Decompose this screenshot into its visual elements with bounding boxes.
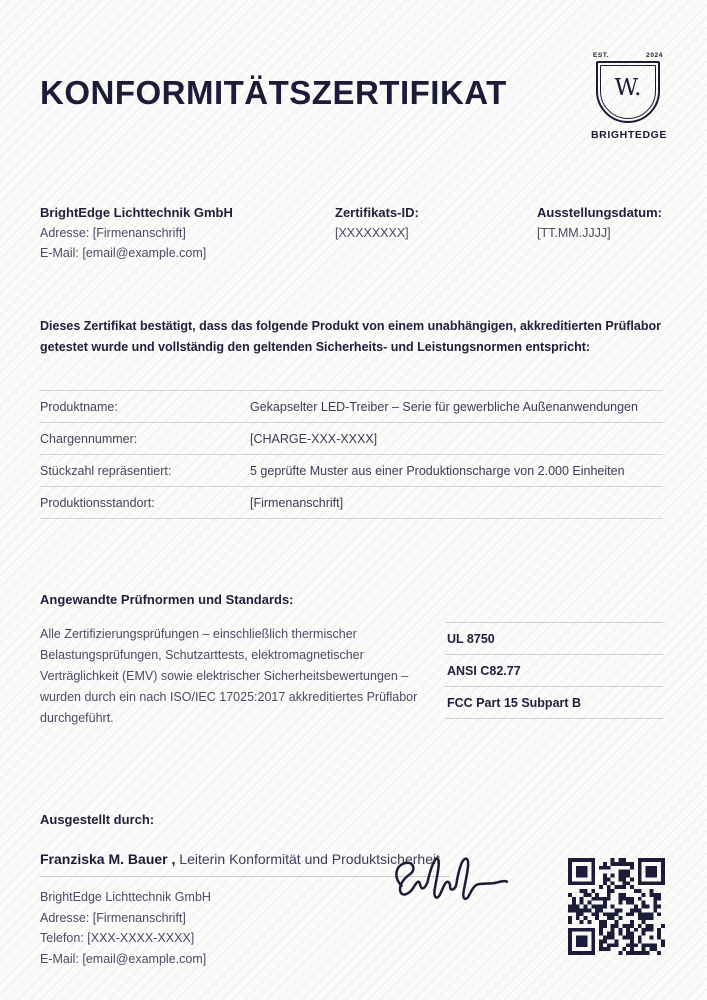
signer-name: Franziska M. Bauer ,	[40, 851, 176, 867]
shield-crest-icon	[596, 61, 660, 123]
table-row-sample-count	[40, 454, 663, 486]
footer-email: E-Mail: [email@example.com]	[40, 951, 207, 966]
footer-phone: Telefon: [XXX-XXXX-XXXX]	[40, 931, 195, 945]
logo-monogram: W.	[614, 75, 642, 101]
issuer-address: Adresse: [Firmenanschrift]	[40, 226, 186, 240]
issue-date-value: [TT.MM.JJJJ]	[537, 226, 611, 240]
certificate-statement: Dieses Zertifikat bestätigt, dass das folgende Produkt von einem unabhängigen, akkreditierten Prüflabor getestet wurde und vollständig den geltenden Sicherheits- und Leistungsnormen entspricht:	[40, 319, 661, 354]
brand-logo	[591, 52, 668, 141]
issue-date-label: Ausstellungsdatum:	[537, 205, 662, 220]
certificate-id-label: Zertifikats-ID:	[335, 205, 419, 220]
logo-est-label: EST.	[593, 52, 610, 59]
row-value: [Firmenanschrift]	[250, 496, 344, 510]
standards-list	[445, 622, 663, 729]
row-value: 5 geprüfte Muster aus einer Produktionscharge von 2.000 Einheiten	[250, 464, 625, 478]
issued-by-section	[40, 812, 663, 972]
table-row-product-name	[40, 390, 663, 422]
row-label: Stückzahl repräsentiert:	[40, 464, 172, 478]
row-label: Produktionsstandort:	[40, 496, 155, 510]
standards-description: Alle Zertifizierungsprüfungen – einschließlich thermischer Belastungsprüfungen, Schutzarttests, elektromagnetischer Verträglichkeit (EMV) sowie elektrischer Sicherheitsbewertungen – wurden durch ein nach ISO/IEC 17025:2017 akkreditiertes Prüflabor durchgeführt.	[40, 627, 418, 725]
row-label: Chargennummer:	[40, 432, 138, 446]
row-value: Gekapselter LED-Treiber – Serie für gewerbliche Außenanwendungen	[250, 400, 638, 414]
table-row-batch-number	[40, 422, 663, 454]
standards-heading: Angewandte Prüfnormen und Standards:	[40, 592, 294, 607]
certificate-meta-row	[40, 203, 663, 263]
logo-year: 2024	[646, 52, 663, 59]
issuer-block	[40, 203, 335, 263]
qr-code	[568, 858, 665, 955]
table-row-production-site	[40, 486, 663, 519]
standard-item: ANSI C82.77	[445, 654, 663, 686]
issuer-email: E-Mail: [email@example.com]	[40, 246, 207, 260]
signer-role: Leiterin Konformität und Produktsicherheit	[175, 851, 440, 867]
issuer-company-name: BrightEdge Lichttechnik GmbH	[40, 205, 233, 220]
certificate-id-block	[335, 203, 537, 263]
row-label: Produktname:	[40, 400, 118, 414]
row-value: [CHARGE-XXX-XXXX]	[250, 432, 378, 446]
logo-brand-name: BRIGHTEDGE	[591, 129, 668, 141]
standards-section	[40, 592, 663, 729]
page-title: KONFORMITÄTSZERTIFIKAT	[40, 74, 507, 111]
certificate-id-value: [XXXXXXXX]	[335, 226, 409, 240]
standard-item: UL 8750	[445, 622, 663, 654]
logo-est-row	[591, 52, 665, 59]
issued-by-heading: Ausgestellt durch:	[40, 812, 155, 827]
product-details-table	[40, 390, 663, 519]
standard-item: FCC Part 15 Subpart B	[445, 686, 663, 719]
issue-date-block	[537, 203, 663, 263]
footer-address: Adresse: [Firmenanschrift]	[40, 910, 186, 925]
signature-icon	[385, 850, 509, 908]
footer-company-name: BrightEdge Lichttechnik GmbH	[40, 890, 211, 904]
